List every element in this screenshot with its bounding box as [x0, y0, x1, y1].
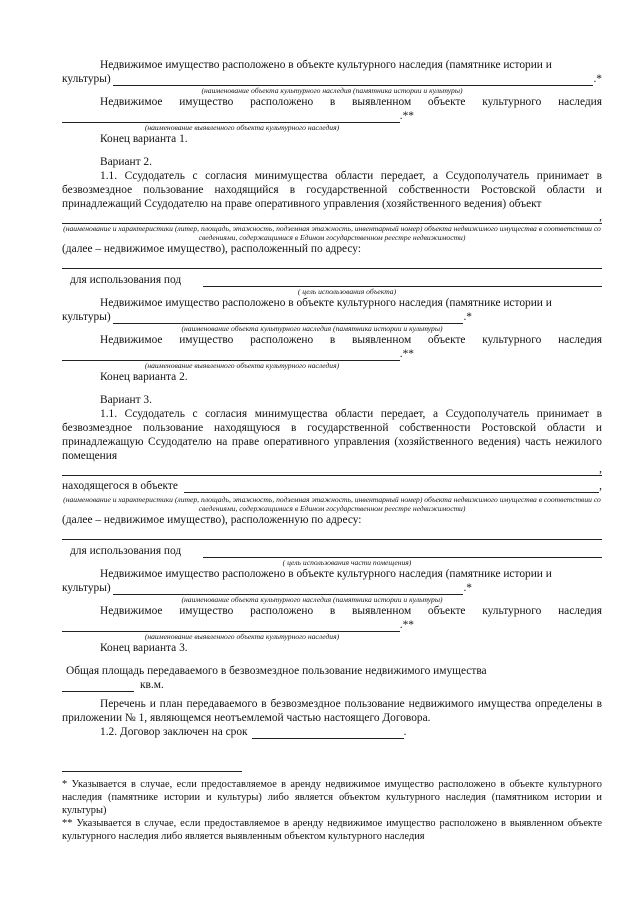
area-line [62, 678, 602, 692]
use-blank [203, 546, 602, 558]
heritage-blank [113, 583, 464, 595]
use-label: для использования под [70, 545, 182, 557]
footnote-mark: .** [399, 619, 414, 631]
identified-heritage-paragraph: Недвижимое имущество расположено в выявленном объекте культурного наследия [100, 96, 602, 108]
premises-blank: , [62, 463, 602, 476]
total-area-text: Общая площадь передаваемого в безвозмездное пользование недвижимого имущества [66, 665, 487, 677]
heritage-line [62, 72, 602, 86]
heritage-paragraph: Недвижимое имущество расположено в объекте культурного наследия (памятнике истории и [100, 297, 552, 309]
caption: (наименование выявленного объекта культурного наследия) [144, 632, 340, 641]
clause-1-1: 1.1. Ссудодатель с согласия минимущества области передает, а Ссудополучатель принимает в безвозмездное пользование находящуюся в государственной собственности Ростовской области и принадлежащую Ссудодателю на праве оперативного управления (хозяйственного ведения) часть нежилого помещения [62, 408, 602, 462]
identified-heritage-line [62, 618, 414, 632]
heritage-blank [113, 74, 594, 86]
footnote-mark: .* [593, 73, 602, 85]
heritage-label: культуры) [62, 73, 111, 85]
term-label: 1.2. Договор заключен на срок [100, 726, 248, 738]
document-page [62, 58, 602, 843]
heritage-line [62, 581, 472, 595]
address-blank [62, 256, 602, 269]
caption: ( цель использования части помещения) [282, 558, 412, 567]
caption: (наименование выявленного объекта культурного наследия) [144, 361, 340, 370]
identified-heritage-blank [62, 349, 400, 361]
identified-heritage-line [62, 109, 414, 123]
located-blank [184, 481, 599, 493]
footnote-mark: .* [463, 311, 472, 323]
identified-heritage-blank [62, 620, 400, 632]
caption: (наименование объекта культурного наследия (памятника истории и культуры) [181, 324, 443, 333]
heritage-paragraph: Недвижимое имущество расположено в объекте культурного наследия (памятнике истории и [100, 568, 552, 580]
address-blank [62, 527, 602, 540]
located-line [62, 479, 602, 493]
heritage-label: культуры) [62, 582, 111, 594]
heritage-label: культуры) [62, 311, 111, 323]
clause-1-1: 1.1. Ссудодатель с согласия минимущества области передает, а Ссудополучатель принимает в безвозмездное пользование находящийся в государственной собственности Ростовской области и принадлежащий Ссудодателю на праве оперативного управления (хозяйственного ведения) объект [62, 170, 602, 210]
variant-title: Вариант 2. [100, 156, 152, 168]
use-blank [203, 275, 602, 287]
address-text: (далее – недвижимое имущество), расположенную по адресу: [62, 514, 362, 526]
variant-title: Вариант 3. [100, 394, 152, 406]
use-line [62, 544, 602, 558]
caption: ( цель использования объекта) [297, 287, 397, 296]
footnote-mark: .* [463, 582, 472, 594]
caption: (наименование объекта культурного наследия (памятника истории и культуры) [201, 86, 463, 95]
identified-heritage-paragraph: Недвижимое имущество расположено в выявленном объекте культурного наследия [100, 605, 602, 617]
use-label: для использования под [70, 274, 182, 286]
variant-end: Конец варианта 1. [100, 133, 188, 145]
identified-heritage-blank [62, 111, 400, 123]
caption: (наименование выявленного объекта культурного наследия) [144, 123, 340, 132]
object-blank: , [62, 211, 602, 224]
address-text: (далее – недвижимое имущество), расположенный по адресу: [62, 243, 361, 255]
heritage-line [62, 310, 472, 324]
caption: (наименование объекта культурного наследия (памятника истории и культуры) [181, 595, 443, 604]
footnote-mark: .** [399, 110, 414, 122]
footnote-1: * Указывается в случае, если предоставляемое в аренду недвижимое имущество расположено в объекте культурного наследия (памятнике истории и культуры) либо является объектом культурного наследия (памятником истории и культуры) [62, 779, 602, 816]
heritage-paragraph: Недвижимое имущество расположено в объекте культурного наследия (памятнике истории и [100, 59, 552, 71]
term-line [62, 725, 602, 739]
sqm-label: кв.м. [140, 679, 164, 691]
footnote-mark: .** [399, 348, 414, 360]
footnote-2: ** Указывается в случае, если предоставляемое в аренду недвижимое имущество расположено в выявленном объекте культурного наследия либо является выявленным объектом культурного наследия [62, 818, 602, 842]
caption: (наименование и характеристики (литер, площадь, этажность, подземная этажность, инвентарный номер) объекта недвижимого имущества в соответствии со сведениями, содержащимися в Едином государственном реестре недвижимости) [63, 224, 601, 242]
term-blank [252, 728, 404, 739]
located-label: находящегося в объекте [62, 480, 178, 492]
footnote-divider [62, 771, 242, 772]
term-end: . [403, 726, 407, 738]
comma: , [599, 480, 602, 492]
caption: (наименование и характеристики (литер, площадь, этажность, подземная этажность, инвентарный номер) объекта недвижимого имущества в соответствии со сведениями, содержащимися в Едином государственном реестре недвижимости) [63, 495, 601, 513]
use-line [62, 273, 602, 287]
variant-end: Конец варианта 3. [100, 642, 188, 654]
identified-heritage-paragraph: Недвижимое имущество расположено в выявленном объекте культурного наследия [100, 334, 602, 346]
identified-heritage-line [62, 347, 414, 361]
heritage-blank [113, 312, 464, 324]
area-blank [62, 681, 134, 692]
list-paragraph: Перечень и план передаваемого в безвозмездное пользование недвижимого имущества определены в приложении № 1, являющемся неотъемлемой частью настоящего Договора. [62, 698, 602, 724]
variant-end: Конец варианта 2. [100, 371, 188, 383]
